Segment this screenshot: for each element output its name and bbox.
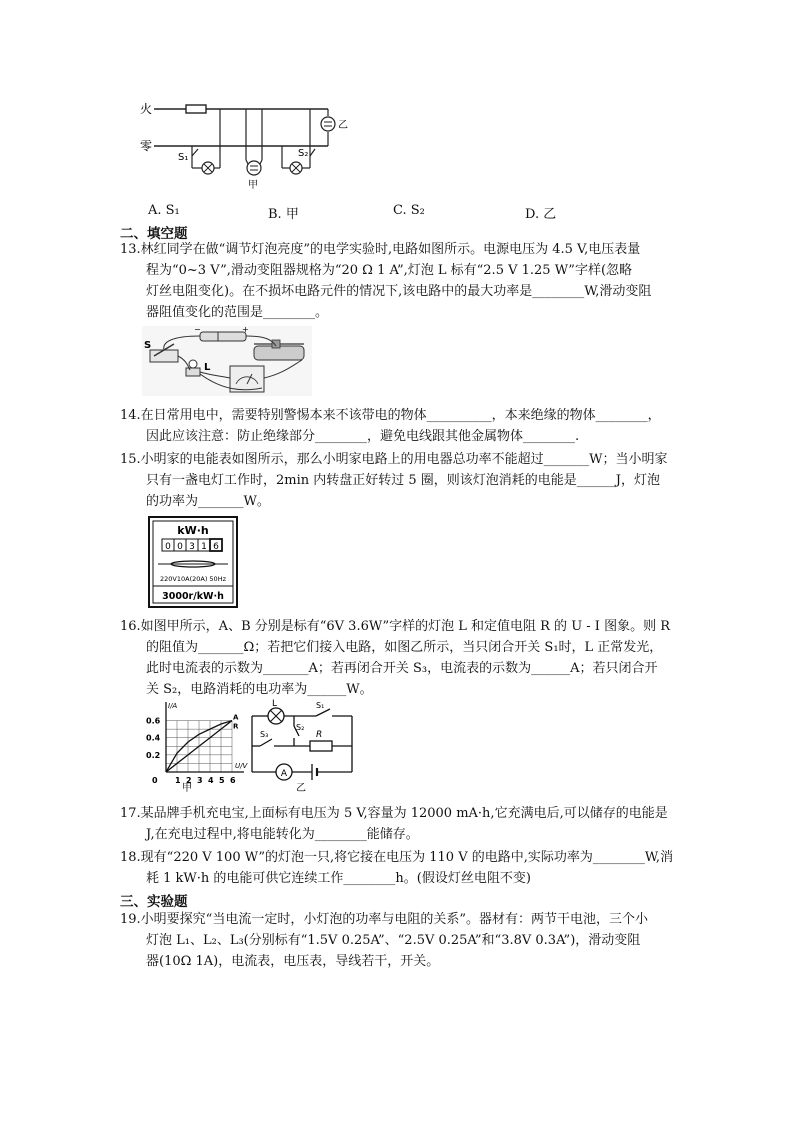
x-tick-label: 2 [186, 776, 192, 785]
household-circuit-figure [138, 96, 388, 196]
q17-line-2: J,在充电过程中,将电能转化为________能储存。 [146, 827, 419, 842]
battery-minus-label: − [194, 325, 201, 334]
battery-icon [200, 332, 246, 341]
q13-line-4: 器阻值变化的范围是________。 [146, 305, 329, 320]
option-c: C. S₂ [393, 203, 425, 218]
q13-line-2: 程为“0~3 V”,滑动变阻器规格为“20 Ω 1 A”,灯泡 L 标有“2.5 V 1.25 W”字样(忽略 [146, 263, 633, 278]
ammeter-label: A [280, 769, 288, 779]
section-fill-blank-title: 二、填空题 [120, 226, 188, 242]
x-tick-label: 1 [175, 776, 181, 785]
neutral-wire-label: 零 [140, 139, 153, 153]
q16-line-1: 16.如图甲所示，A、B 分别是标有“6V 3.6W”字样的灯泡 L 和定值电阻 R 的 U - I 图象。则 R [120, 619, 670, 634]
battery-plus-label: + [242, 325, 249, 334]
q13-line-3: 灯丝电阻变化)。在不损坏电路元件的情况下,该电路中的最大功率是________W,滑动变阻 [146, 284, 652, 299]
s3-label: S₃ [260, 730, 269, 739]
x-tick-label: 5 [219, 776, 225, 785]
dimmer-circuit-figure [142, 326, 312, 396]
meter-revolutions: 3000r/kW·h [162, 591, 224, 602]
jia-label: 甲 [248, 180, 258, 191]
meter-digit-5: 6 [213, 542, 219, 552]
section-experiment-title: 三、实验题 [120, 894, 188, 910]
fuse-icon [186, 105, 206, 113]
caption-yi: 乙 [296, 783, 306, 794]
switch-s-label: S [144, 340, 152, 351]
q18-line-1: 18.现有“220 V 100 W”的灯泡一只,将它接在电压为 110 V 的电路中,实际功率为________W,消 [120, 850, 674, 865]
switch-s1-icon [192, 149, 198, 156]
q16-line-2: 的阻值为_______Ω；若把它们接入电路，如图乙所示，当只闭合开关 S₁时，L 正常发光， [146, 640, 663, 655]
x-tick-label: 6 [230, 776, 236, 785]
q15-line-1: 15.小明家的电能表如图所示，那么小明家电路上的用电器总功率不能超过_______W；当小明家 [120, 452, 668, 467]
lamp-l-label: L [204, 362, 211, 373]
x-axis-label: U/V [235, 762, 248, 770]
meter-digit-1: 0 [165, 542, 171, 552]
x-tick-label: 3 [197, 776, 203, 785]
fire-wire-label: 火 [140, 102, 153, 116]
yi-label: 乙 [338, 120, 348, 131]
q16-line-3: 此时电流表的示数为_______A；若再闭合开关 S₃，电流表的示数为______A；若只闭合开 [146, 661, 658, 676]
y-tick-label: 0.4 [146, 733, 161, 743]
switch-s2-icon [310, 149, 315, 156]
socket-jia-icon [247, 161, 261, 175]
circuit-yi-figure [246, 700, 358, 794]
meter-digit-3: 3 [189, 542, 195, 552]
s2-label: S₂ [296, 723, 305, 732]
q19-line-3: 器(10Ω 1A)，电流表，电压表，导线若干，开关。 [146, 954, 440, 969]
bulb-holder-icon [186, 368, 200, 376]
switch-s3-icon [260, 739, 272, 746]
s2-label: S₂ [298, 148, 309, 159]
q19-line-1: 19.小明要探究“当电流一定时，小灯泡的功率与电阻的关系”。器材有：两节干电池，三个小 [120, 912, 648, 927]
resistor-r-label: R [316, 730, 323, 740]
s1-label: S₁ [178, 152, 189, 163]
q14-line-1: 14.在日常用电中，需要特别警惕本来不该带电的物体__________，本来绝缘的物体________， [120, 408, 661, 423]
q15-line-3: 的功率为_______W。 [146, 494, 270, 509]
option-a: A. S₁ [148, 203, 180, 218]
socket-yi-icon [321, 117, 335, 131]
origin-label: 0 [152, 776, 158, 785]
y-axis-label: I/A [168, 702, 178, 710]
caption-jia: 甲 [182, 783, 192, 794]
lamp-l-label: L [272, 699, 278, 709]
s1-label: S₁ [316, 701, 325, 710]
meter-unit: kW·h [177, 524, 209, 537]
x-tick-label: 4 [208, 776, 214, 785]
q16-line-4: 关 S₂，电路消耗的电功率为______W。 [146, 682, 373, 697]
meter-spec: 220V10A(20A) 50Hz [160, 575, 226, 583]
y-tick-label: 0.2 [146, 750, 161, 760]
q14-line-2: 因此应该注意：防止绝缘部分________，避免电线跟其他金属物体________. [146, 429, 580, 444]
meter-digit-2: 0 [177, 542, 183, 552]
resistor-r-icon [310, 741, 332, 751]
q13-line-1: 13.林红同学在做“调节灯泡亮度”的电学实验时,电路如图所示。电源电压为 4.5 V,电压表量 [120, 242, 641, 257]
series-label-a: A [233, 713, 239, 722]
electric-meter-figure [148, 516, 238, 608]
q17-line-1: 17.某品牌手机充电宝,上面标有电压为 5 V,容量为 12000 mA·h,它充满电后,可以储存的电能是 [120, 806, 668, 821]
y-tick-label: 0.6 [146, 716, 161, 726]
option-b: B. 甲 [268, 207, 299, 222]
meter-digit-4: 1 [201, 542, 207, 552]
ui-graph-figure [144, 700, 246, 794]
series-label-r: R [233, 722, 239, 731]
q19-line-2: 灯泡 L₁、L₂、L₃(分别标有“1.5V 0.25A”、“2.5V 0.25A”和“3.8V 0.3A”)，滑动变阻 [146, 933, 641, 948]
q15-line-2: 只有一盏电灯工作时，2min 内转盘正好转过 5 圈，则该灯泡消耗的电能是______J，灯泡 [146, 473, 661, 488]
switch-s1-icon [316, 709, 330, 716]
option-d: D. 乙 [525, 207, 557, 222]
q18-line-2: 耗 1 kW·h 的电能可供它连续工作________h。(假设灯丝电阻不变) [146, 871, 531, 886]
